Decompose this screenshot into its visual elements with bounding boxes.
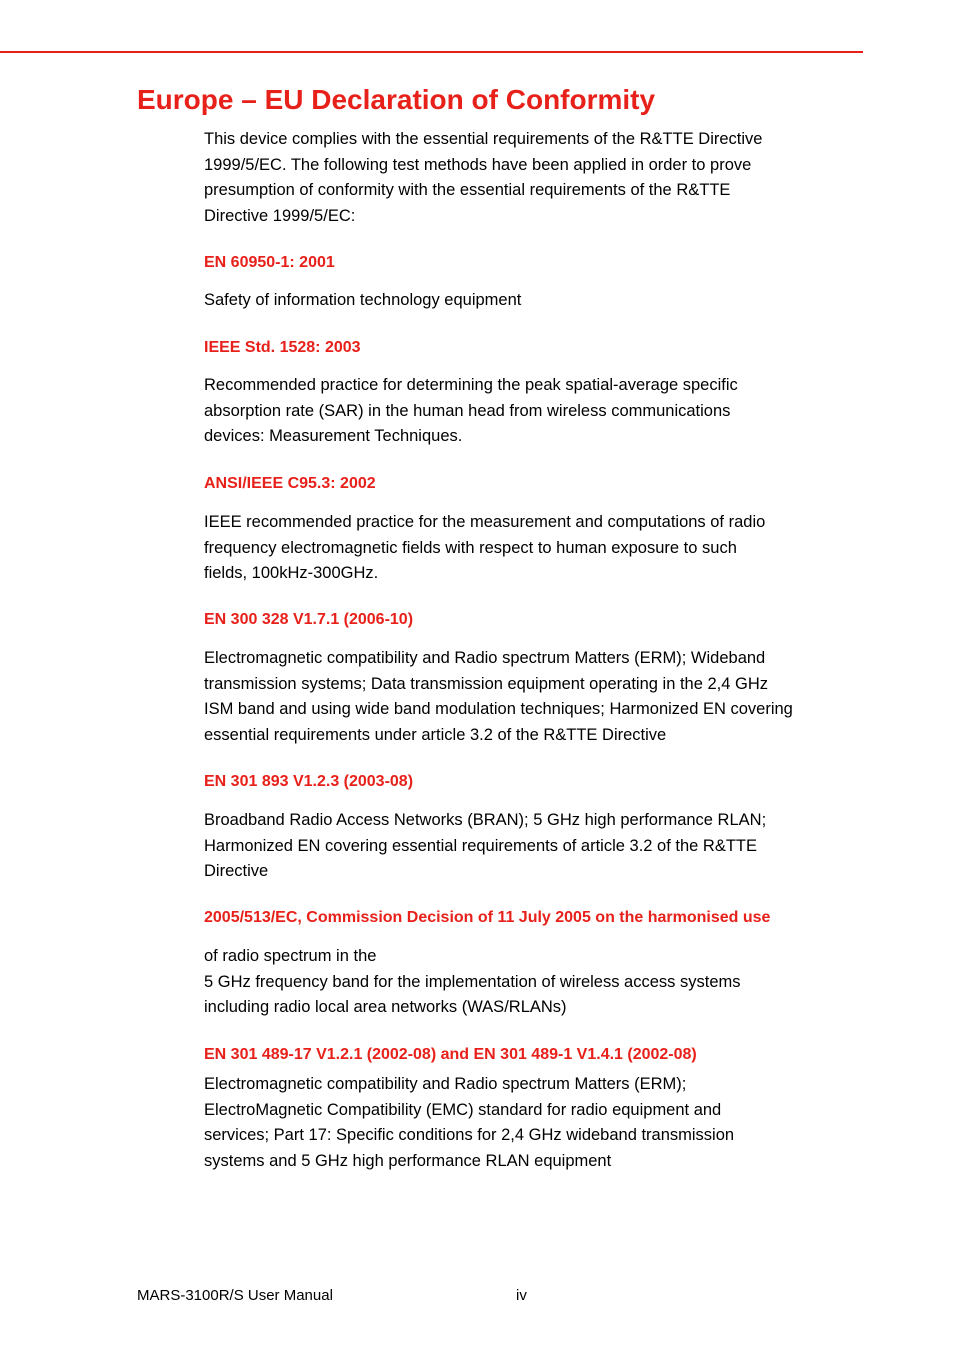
section-line: 5 GHz frequency band for the implementation of wireless access systems bbox=[204, 972, 741, 991]
section-heading-en-301-489: EN 301 489-17 V1.2.1 (2002-08) and EN 301 489-1 V1.4.1 (2002-08) bbox=[204, 1046, 697, 1063]
section-body-en-60950 bbox=[204, 288, 521, 314]
section-heading-2005-513-ec: 2005/513/EC, Commission Decision of 11 July 2005 on the harmonised use bbox=[204, 909, 771, 926]
section-line: fields, 100kHz-300GHz. bbox=[204, 564, 379, 583]
intro-line: This device complies with the essential requirements of the R&TTE Directive bbox=[204, 130, 763, 148]
section-line: absorption rate (SAR) in the human head from wireless communications bbox=[204, 401, 731, 420]
section-line: Safety of information technology equipment bbox=[204, 291, 522, 309]
section-line: Broadband Radio Access Networks (BRAN); 5 GHz high performance RLAN; bbox=[204, 811, 767, 829]
section-line: ISM band and using wide band modulation techniques; Harmonized EN covering bbox=[204, 700, 793, 719]
section-heading-ansi-ieee-c95: ANSI/IEEE C95.3: 2002 bbox=[204, 475, 376, 492]
section-line: Recommended practice for determining the peak spatial-average specific bbox=[204, 376, 738, 394]
section-heading-en-60950: EN 60950-1: 2001 bbox=[204, 254, 335, 271]
intro-paragraph bbox=[204, 127, 762, 230]
intro-line: 1999/5/EC. The following test methods have been applied in order to prove bbox=[204, 155, 752, 174]
section-line: transmission systems; Data transmission equipment operating in the 2,4 GHz bbox=[204, 674, 768, 693]
section-line: of radio spectrum in the bbox=[204, 947, 377, 965]
footer-page-number: iv bbox=[516, 1287, 527, 1304]
footer-manual-title: MARS-3100R/S User Manual bbox=[137, 1287, 333, 1304]
section-body-ieee-1528 bbox=[204, 373, 738, 450]
section-line: ElectroMagnetic Compatibility (EMC) standard for radio equipment and bbox=[204, 1100, 722, 1119]
section-body-2005-513-ec bbox=[204, 944, 740, 1021]
intro-line: Directive 1999/5/EC: bbox=[204, 207, 356, 226]
page-title: Europe – EU Declaration of Conformity bbox=[137, 84, 656, 115]
section-line: Electromagnetic compatibility and Radio spectrum Matters (ERM); Wideband bbox=[204, 649, 766, 667]
section-line: including radio local area networks (WAS/RLANs) bbox=[204, 998, 567, 1017]
section-line: services; Part 17: Specific conditions for 2,4 GHz wideband transmission bbox=[204, 1126, 735, 1145]
section-line: Harmonized EN covering essential requirements of article 3.2 of the R&TTE bbox=[204, 836, 757, 855]
section-heading-ieee-1528: IEEE Std. 1528: 2003 bbox=[204, 339, 361, 356]
section-line: devices: Measurement Techniques. bbox=[204, 427, 463, 446]
section-heading-en-300-328: EN 300 328 V1.7.1 (2006-10) bbox=[204, 611, 414, 628]
section-line: IEEE recommended practice for the measurement and computations of radio bbox=[204, 513, 766, 531]
section-body-en-301-893 bbox=[204, 808, 766, 885]
section-line: essential requirements under article 3.2 of the R&TTE Directive bbox=[204, 726, 667, 745]
section-body-ansi-ieee-c95 bbox=[204, 510, 765, 587]
section-line: systems and 5 GHz high performance RLAN equipment bbox=[204, 1152, 612, 1171]
intro-line: presumption of conformity with the essential requirements of the R&TTE bbox=[204, 181, 731, 200]
section-body-en-300-328 bbox=[204, 646, 793, 749]
header-rule bbox=[0, 51, 863, 53]
section-heading-en-301-893: EN 301 893 V1.2.3 (2003-08) bbox=[204, 773, 414, 790]
section-line: Directive bbox=[204, 862, 269, 881]
section-line: frequency electromagnetic fields with respect to human exposure to such bbox=[204, 538, 737, 557]
section-line: Electromagnetic compatibility and Radio spectrum Matters (ERM); bbox=[204, 1075, 687, 1093]
section-body-en-301-489 bbox=[204, 1072, 734, 1175]
